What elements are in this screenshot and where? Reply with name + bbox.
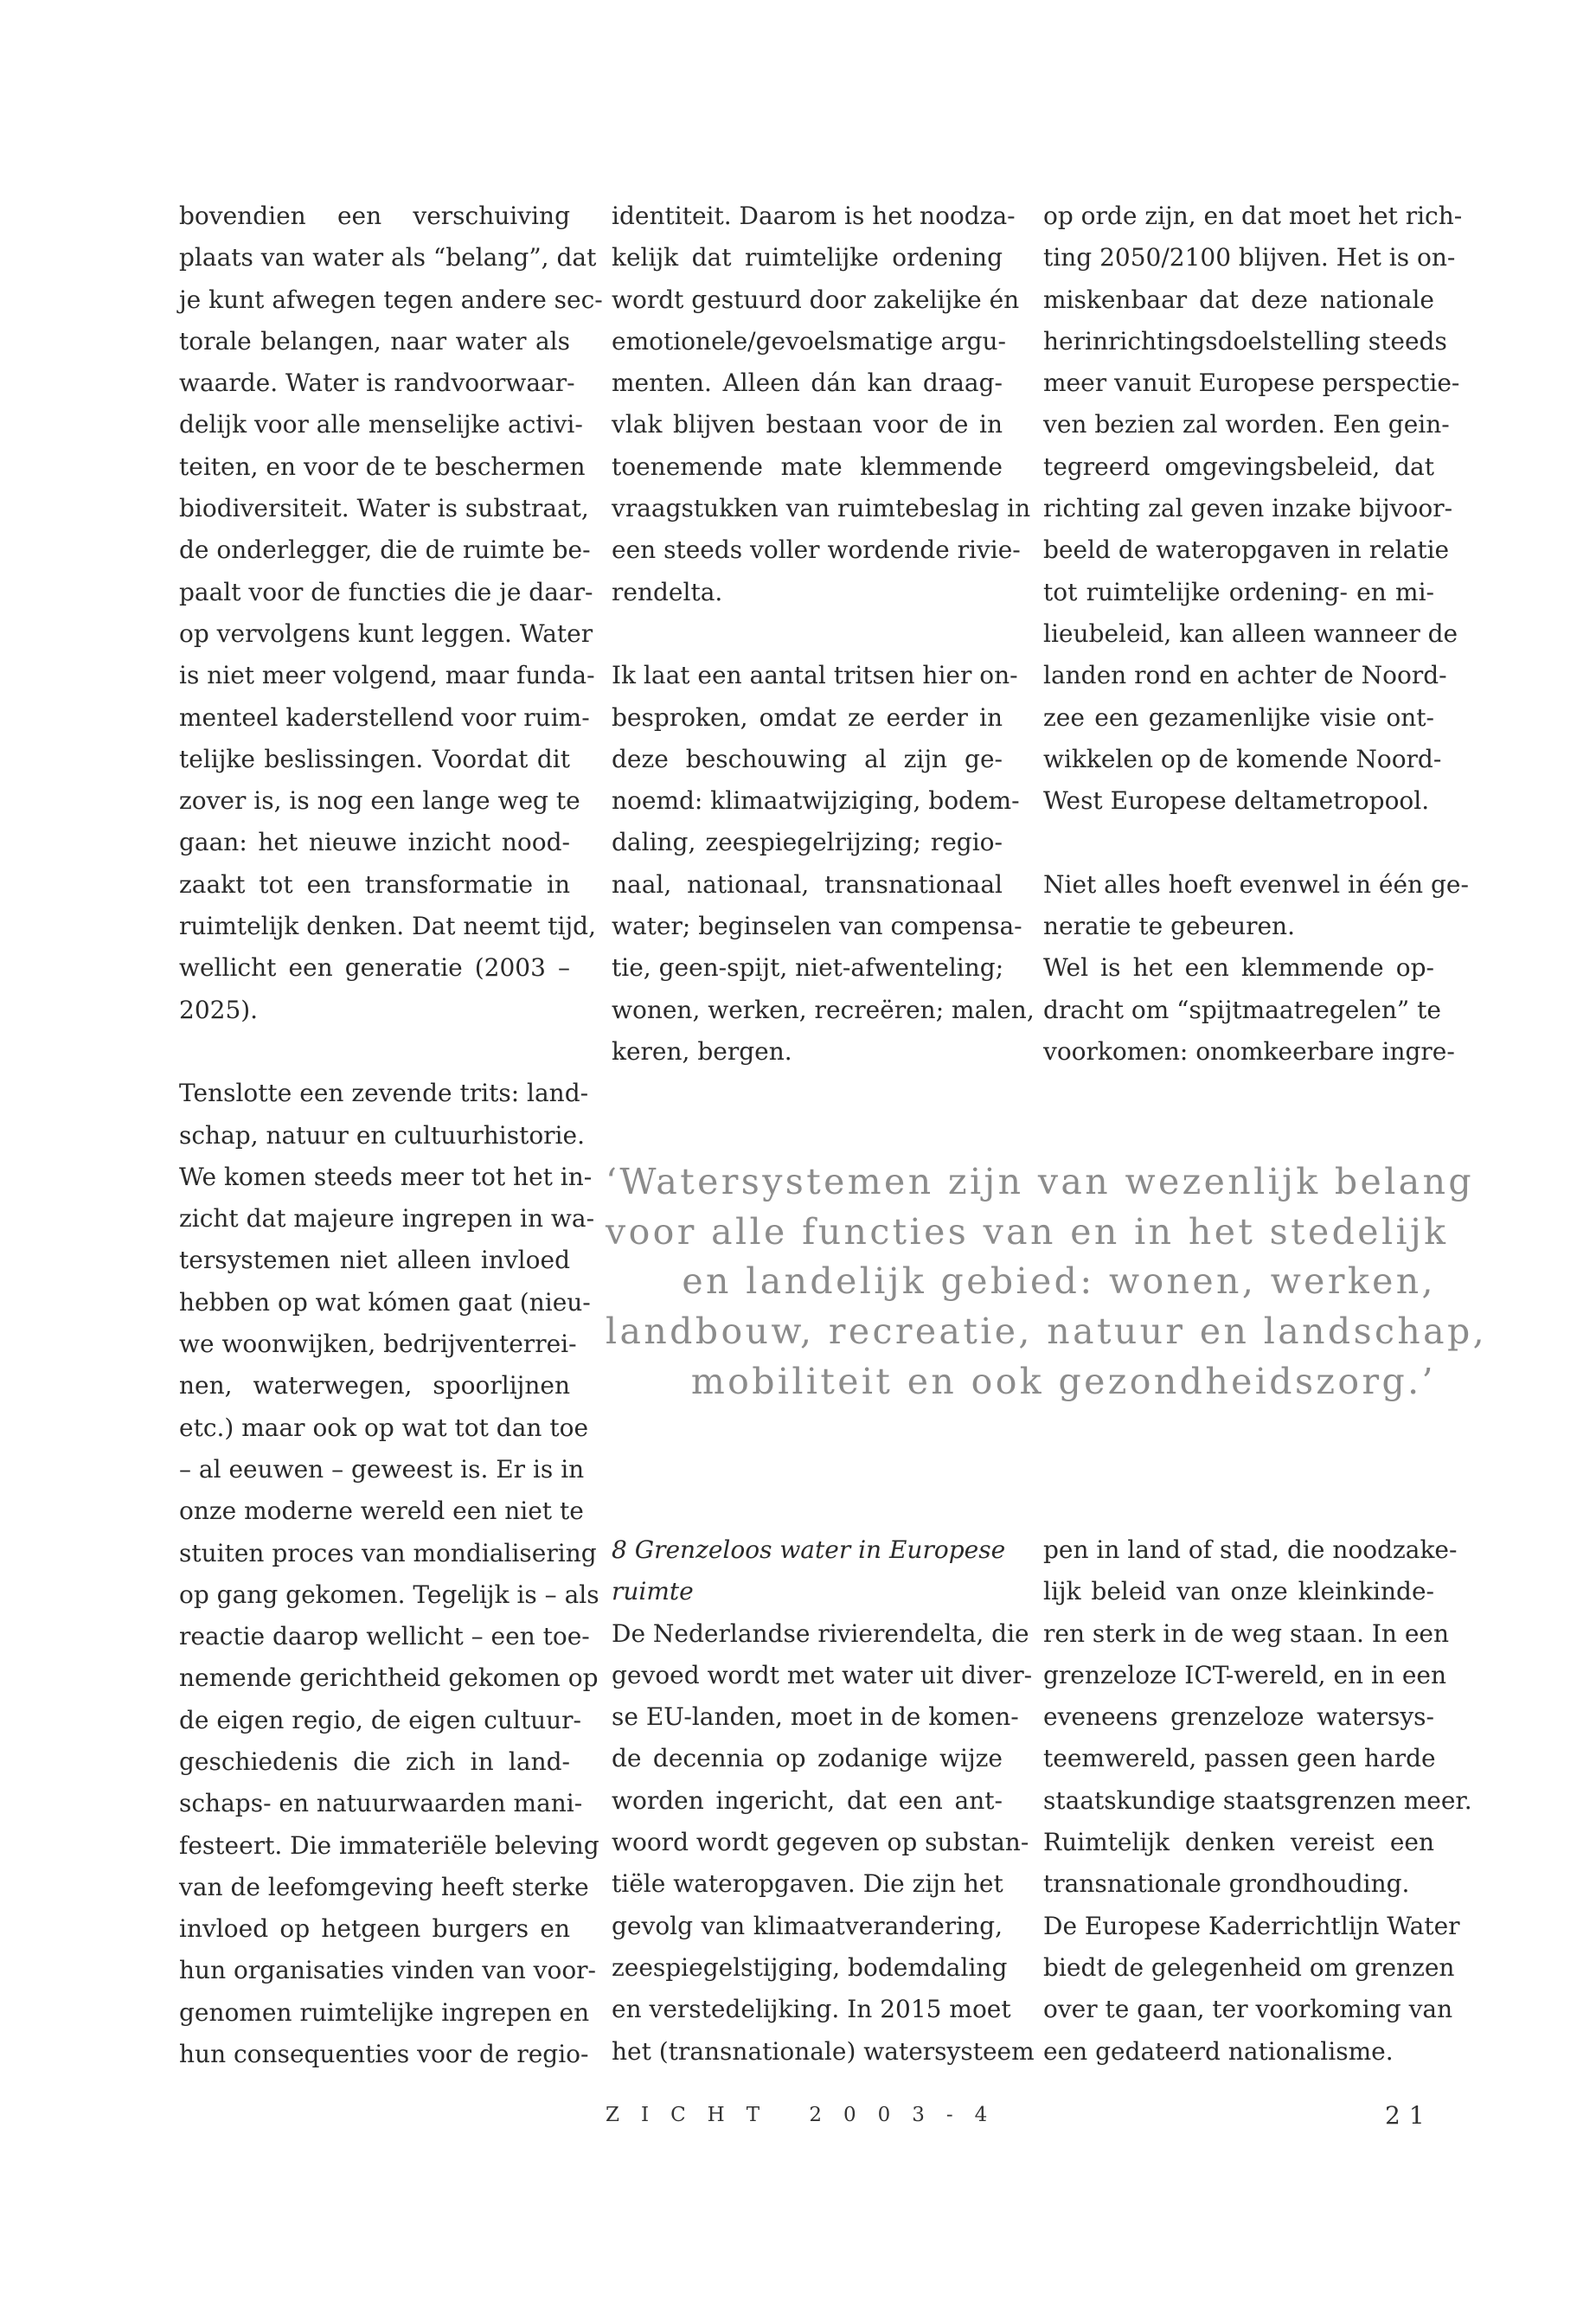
text-line: op gang gekomen. Tegelijk is – als (179, 1580, 599, 1609)
text-line: wellicht een generatie (2003 – (179, 953, 570, 983)
text-line: deze beschouwing al zijn ge- (612, 744, 1003, 773)
text-line: ren sterk in de weg staan. In een (1043, 1618, 1449, 1648)
text-column-4 (612, 1529, 1035, 2073)
pull-quote-line: landbouw, recreatie, natuur en landschap, (606, 1311, 1488, 1353)
pull-quote-line: mobiliteit en ook gezondheidszorg.’ (690, 1360, 1436, 1402)
footer-journal-title: ZICHT 2003-4 (606, 2104, 1010, 2126)
text-line: tot ruimtelijke ordening- en mi- (1043, 577, 1434, 606)
text-line: schap, natuur en cultuurhistorie. (179, 1120, 585, 1150)
text-line: ven bezien zal worden. Een gein- (1043, 410, 1450, 439)
text-line: staatskundige staatsgrenzen meer. (1043, 1785, 1472, 1815)
text-line: wordt gestuurd door zakelijke én (612, 285, 1020, 314)
text-line: teiten, en voor de te beschermen (179, 452, 586, 481)
text-line: telijke beslissingen. Voordat dit (179, 744, 570, 773)
text-line: menteel kaderstellend voor ruim- (179, 702, 590, 732)
text-line: nemende gerichtheid gekomen op (179, 1663, 599, 1693)
pull-quote-line: voor alle functies van en in het stedelijk (606, 1210, 1449, 1253)
text-line: woord wordt gegeven op substan- (612, 1828, 1029, 1857)
text-line: de eigen regio, de eigen cultuur- (179, 1705, 582, 1734)
text-line: delijk voor alle menselijke activi- (179, 410, 583, 439)
text-line: menten. Alleen dán kan draag- (612, 369, 1003, 398)
text-line: 2025). (179, 995, 259, 1024)
text-column-5 (1043, 1529, 1472, 2073)
text-line: daling, zeespiegelrijzing; regio- (612, 828, 1003, 857)
text-line: invloed op hetgeen burgers en (179, 1914, 570, 1944)
text-column-3 (1043, 195, 1469, 1073)
text-line: wonen, werken, recreëren; malen, (612, 995, 1035, 1024)
text-line: se EU-landen, moet in de komen- (612, 1702, 1019, 1732)
text-line: tie, geen-spijt, niet-afwenteling; (612, 953, 1004, 983)
text-line: gevoed wordt met water uit diver- (612, 1660, 1033, 1689)
text-line: Tenslotte een zevende trits: land- (179, 1079, 589, 1108)
text-line: biodiversiteit. Water is substraat, (179, 494, 589, 523)
text-line: teemwereld, passen geen harde (1043, 1744, 1436, 1773)
text-line: eveneens grenzeloze watersys- (1043, 1702, 1434, 1732)
text-line: hun organisaties vinden van voor- (179, 1956, 597, 1985)
text-line: richting zal geven inzake bijvoor- (1043, 494, 1453, 523)
pull-quote (606, 1157, 1488, 1407)
text-line: miskenbaar dat deze nationale (1043, 285, 1434, 314)
text-line: besproken, omdat ze eerder in (612, 702, 1003, 732)
text-line: stuiten proces van mondialisering (179, 1538, 597, 1567)
text-line: West Europese deltametropool. (1043, 786, 1430, 816)
text-line: hebben op wat kómen gaat (nieu- (179, 1287, 591, 1317)
text-line: geschiedenis die zich in land- (179, 1747, 570, 1776)
text-line: etc.) maar ook op wat tot dan toe (179, 1413, 589, 1442)
text-line: zover is, is nog een lange weg te (179, 786, 580, 816)
text-line: zee een gezamenlijke visie ont- (1043, 702, 1434, 732)
text-line: op vervolgens kunt leggen. Water (179, 619, 593, 648)
text-line: Ik laat een aantal tritsen hier on- (612, 661, 1018, 690)
text-line: plaats van water als “belang”, dat (179, 243, 597, 272)
text-line: Wel is het een klemmende op- (1043, 953, 1434, 983)
text-line: tegreerd omgevingsbeleid, dat (1043, 452, 1434, 481)
text-line: noemd: klimaatwijziging, bodem- (612, 786, 1020, 816)
text-line: is niet meer volgend, maar funda- (179, 661, 595, 690)
text-line: reactie daarop wellicht – een toe- (179, 1622, 590, 1651)
text-line: gevolg van klimaatverandering, (612, 1911, 1003, 1940)
text-line: identiteit. Daarom is het noodza- (612, 202, 1016, 230)
text-line: vlak blijven bestaan voor de in (612, 410, 1003, 439)
pull-quote-line: ‘Watersystemen zijn van wezenlijk belang (606, 1161, 1475, 1202)
text-line: emotionele/gevoelsmatige argu- (612, 326, 1007, 356)
section-heading-line: 8 Grenzeloos water in Europese (612, 1535, 1006, 1564)
text-line: Ruimtelijk denken vereist een (1043, 1828, 1434, 1857)
text-line: De Europese Kaderrichtlijn Water (1043, 1911, 1460, 1940)
text-line: meer vanuit Europese perspectie- (1043, 369, 1460, 398)
section-heading-line: ruimte (612, 1577, 694, 1606)
text-line: zaakt tot een transformatie in (179, 869, 570, 899)
page-number: 21 (1385, 2101, 1433, 2130)
text-column-2 (612, 195, 1035, 1073)
text-line: wikkelen op de komende Noord- (1043, 744, 1442, 773)
text-line: de decennia op zodanige wijze (612, 1744, 1003, 1773)
text-line: we woonwijken, bedrijventerrei- (179, 1330, 577, 1359)
text-line: worden ingericht, dat een ant- (612, 1785, 1003, 1815)
text-line: het (transnationale) watersysteem (612, 2036, 1035, 2066)
text-line: torale belangen, naar water als (179, 326, 570, 356)
paragraph-gap (1043, 822, 1434, 863)
text-column-1 (179, 195, 603, 2075)
text-line: tiële wateropgaven. Die zijn het (612, 1869, 1003, 1899)
text-line: voorkomen: onomkeerbare ingre- (1043, 1036, 1455, 1066)
text-line: over te gaan, ter voorkoming van (1043, 1995, 1453, 2024)
text-line: naal, nationaal, transnationaal (612, 869, 1003, 899)
text-line: We komen steeds meer tot het in- (179, 1162, 593, 1191)
text-line: dracht om “spijtmaatregelen” te (1043, 995, 1441, 1024)
text-line: je kunt afwegen tegen andere sec- (179, 285, 603, 314)
text-line: pen in land of stad, die noodzake- (1043, 1535, 1458, 1564)
text-line: vraagstukken van ruimtebeslag in (612, 494, 1031, 523)
paragraph-gap (179, 1031, 570, 1073)
text-line: genomen ruimtelijke ingrepen en (179, 1997, 590, 2027)
text-line: transnationale grondhouding. (1043, 1869, 1410, 1899)
text-line: neratie te gebeuren. (1043, 912, 1295, 941)
text-line: beeld de wateropgaven in relatie (1043, 535, 1450, 565)
text-line: van de leefomgeving heeft sterke (179, 1872, 589, 1901)
text-line: de onderlegger, die de ruimte be- (179, 535, 591, 565)
text-line: op orde zijn, en dat moet het rich- (1043, 202, 1463, 230)
text-line: gaan: het nieuwe inzicht nood- (179, 828, 570, 857)
text-line: keren, bergen. (612, 1036, 792, 1066)
text-line: biedt de gelegenheid om grenzen (1043, 1952, 1455, 1982)
text-line: grenzeloze ICT-wereld, en in een (1043, 1660, 1447, 1689)
text-line: tersystemen niet alleen invloed (179, 1246, 570, 1275)
text-line: schaps- en natuurwaarden mani- (179, 1789, 583, 1818)
text-line: landen rond en achter de Noord- (1043, 661, 1447, 690)
text-line: rendelta. (612, 577, 723, 606)
text-line: nen, waterwegen, spoorlijnen (179, 1371, 570, 1400)
text-line: onze moderne wereld een niet te (179, 1497, 584, 1526)
text-line: een gedateerd nationalisme. (1043, 2036, 1394, 2066)
text-line: en verstedelijking. In 2015 moet (612, 1995, 1011, 2024)
text-line: Niet alles hoeft evenwel in één ge- (1043, 869, 1469, 899)
text-line: zeespiegelstijging, bodemdaling (612, 1952, 1008, 1982)
text-line: ruimtelijk denken. Dat neemt tijd, (179, 912, 596, 941)
text-line: kelijk dat ruimtelijke ordening (612, 243, 1003, 272)
text-line: hun consequenties voor de regio- (179, 2040, 589, 2069)
paragraph-gap (612, 613, 1003, 655)
text-line: De Nederlandse rivierendelta, die (612, 1618, 1029, 1648)
text-line: – al eeuwen – geweest is. Er is in (179, 1454, 585, 1484)
text-line: water; beginselen van compensa- (612, 912, 1022, 941)
text-line: waarde. Water is randvoorwaar- (179, 369, 575, 398)
text-line: lijk beleid van onze kleinkinde- (1043, 1577, 1434, 1606)
text-line: zicht dat majeure ingrepen in wa- (179, 1204, 595, 1234)
text-line: een steeds voller wordende rivie- (612, 535, 1021, 565)
text-line: lieubeleid, kan alleen wanneer de (1043, 619, 1458, 648)
text-line: festeert. Die immateriële beleving (179, 1830, 599, 1860)
text-line: paalt voor de functies die je daar- (179, 577, 593, 606)
pull-quote-line: en landelijk gebied: wonen, werken, (682, 1260, 1436, 1303)
text-line: herinrichtingsdoelstelling steeds (1043, 326, 1447, 356)
text-line: ting 2050/2100 blijven. Het is on- (1043, 243, 1456, 272)
text-line: toenemende mate klemmende (612, 452, 1003, 481)
text-line: bovendien een verschuiving (179, 202, 570, 230)
